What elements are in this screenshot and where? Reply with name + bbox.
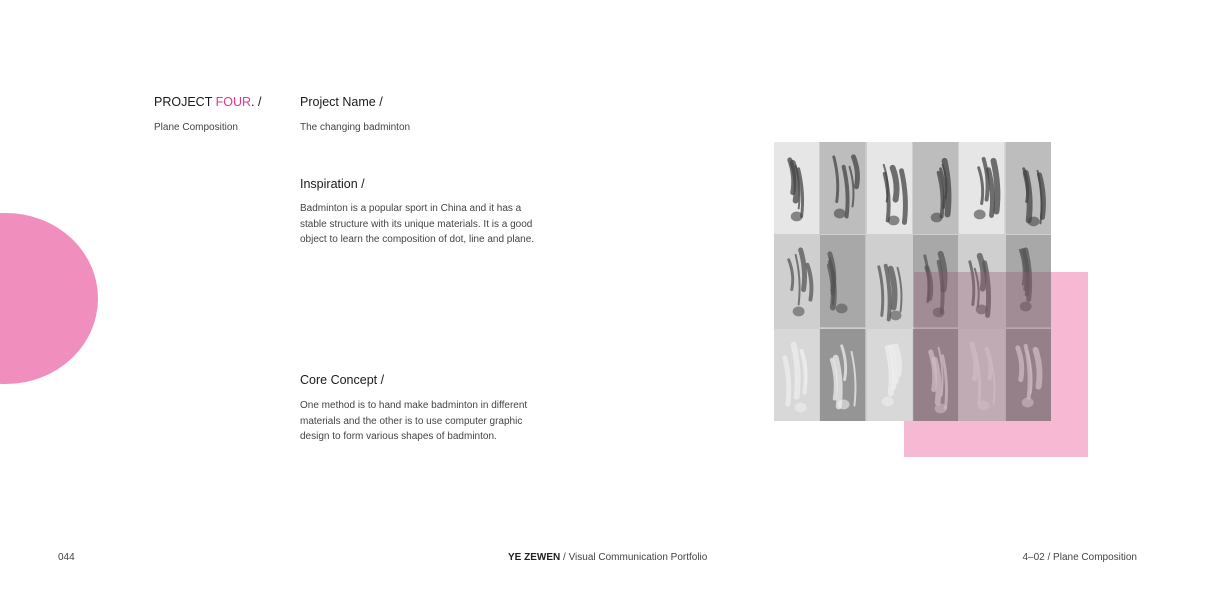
badminton-art-4 [913,142,958,234]
badminton-art-6 [1006,142,1051,234]
badminton-art-12 [1006,235,1051,327]
core-concept-text: One method is to hand make badminton in different materials and the other is to use computer graphic design to form various shapes of badminton. [300,400,528,442]
project-label [154,95,261,109]
badminton-art-13 [774,329,819,421]
project-label-prefix: PROJECT [154,95,216,109]
project-name-value: The changing badminton [300,122,411,133]
badminton-art-17 [959,329,1004,421]
badminton-art-7 [774,235,819,327]
badminton-artwork-grid [774,142,1051,421]
badminton-art-5 [959,142,1004,234]
badminton-art-14 [820,329,865,421]
badminton-art-9 [867,235,912,327]
inspiration-text: Badminton is a popular sport in China and it has a stable structure with its unique materials. It is a good object to learn the composition of dot, line and plane. [300,203,535,245]
portfolio-title: / Visual Communication Portfolio [560,552,708,563]
badminton-art-10 [913,235,958,327]
badminton-art-3 [867,142,912,234]
badminton-art-16 [913,329,958,421]
footer-title [508,552,707,563]
badminton-art-8 [820,235,865,327]
badminton-art-18 [1006,329,1051,421]
badminton-art-11 [959,235,1004,327]
page-number: 044 [58,552,75,563]
badminton-art-1 [774,142,819,234]
section-label: 4–02 / Plane Composition [1022,552,1137,563]
project-label-suffix: . / [251,95,262,109]
inspiration-heading: Inspiration / [300,177,365,191]
badminton-art-15 [867,329,912,421]
core-concept-heading: Core Concept / [300,373,385,387]
author-name: YE ZEWEN [508,552,561,563]
project-number: FOUR [215,95,252,109]
decorative-pink-circle [0,213,98,384]
project-name-heading: Project Name / [300,95,383,109]
project-category: Plane Composition [154,122,238,133]
badminton-art-2 [820,142,865,234]
